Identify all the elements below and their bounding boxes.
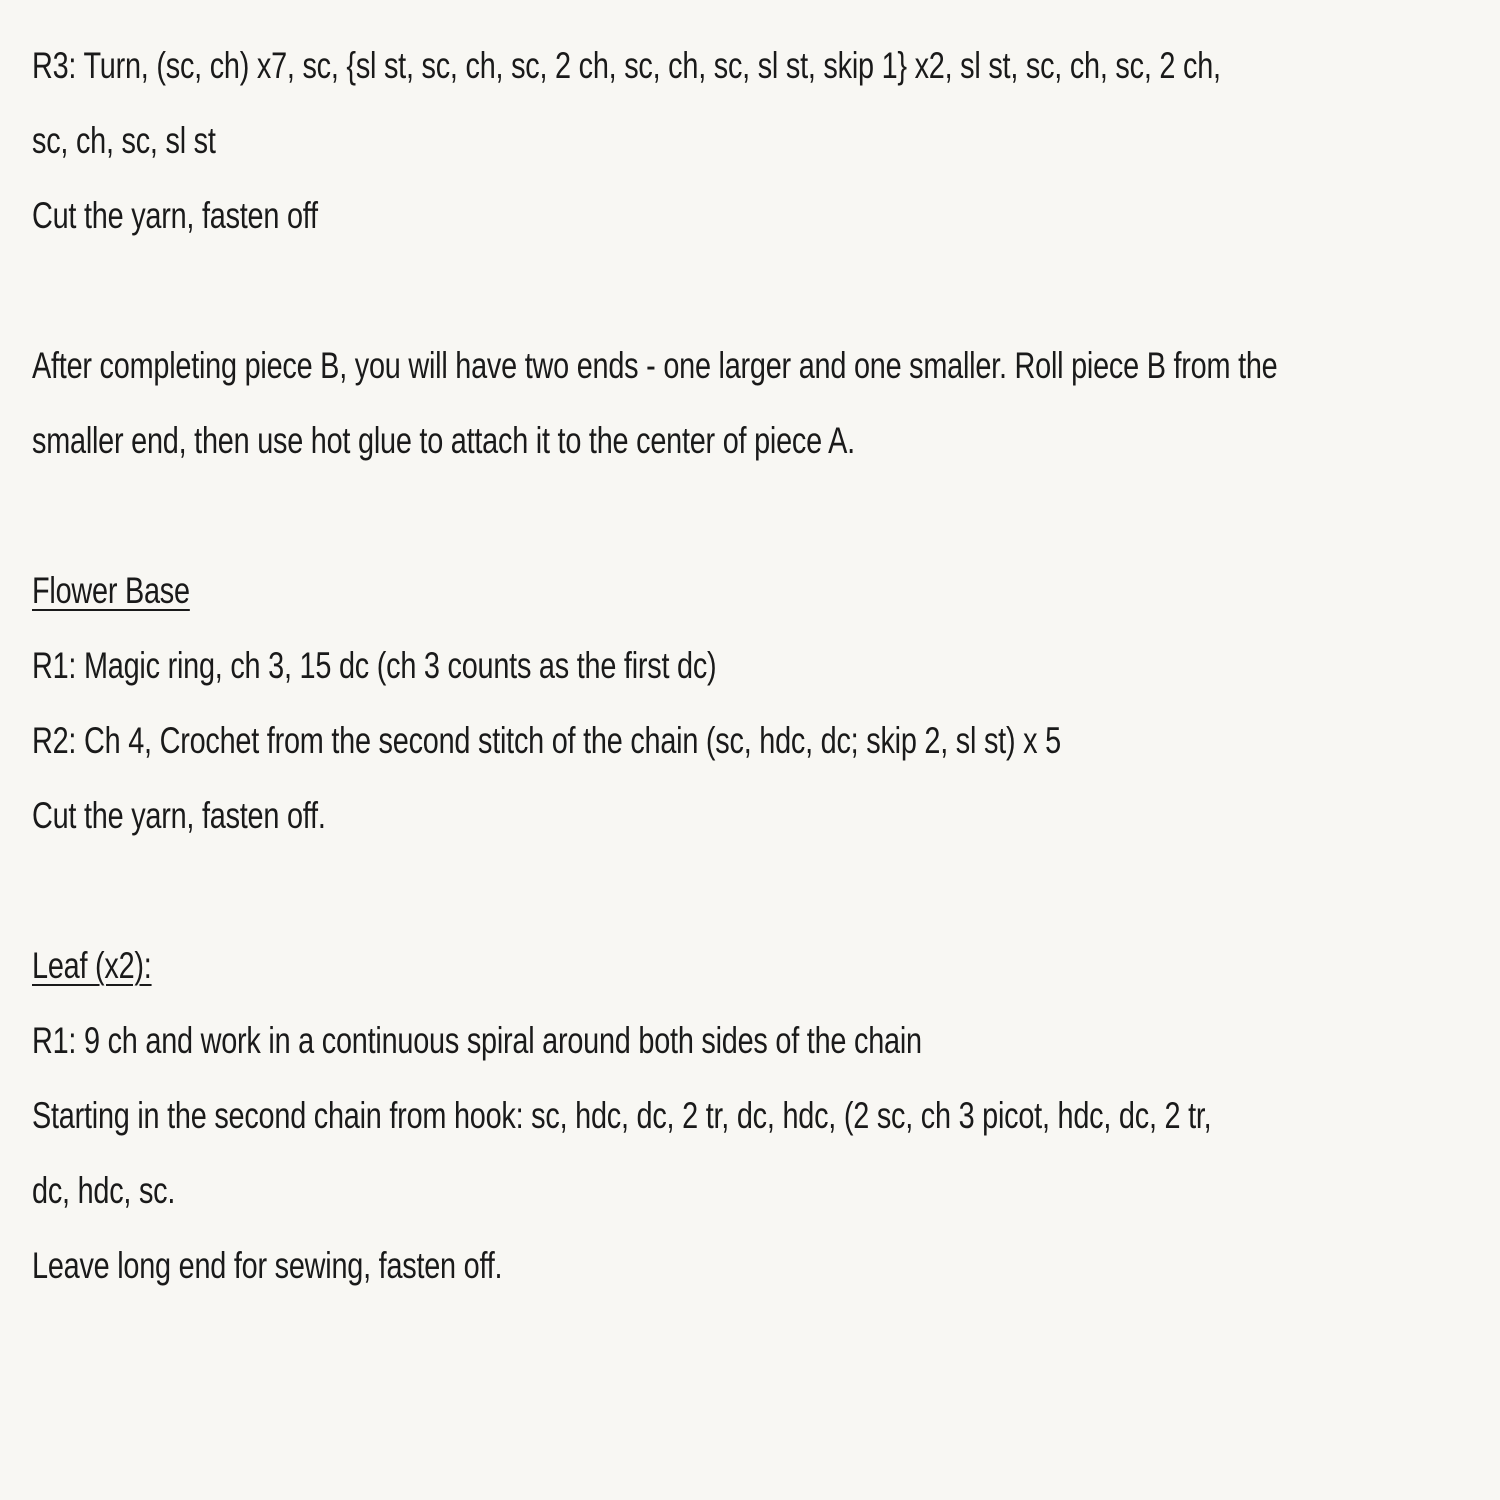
flower-base-r1: R1: Magic ring, ch 3, 15 dc (ch 3 counts as the first dc) bbox=[32, 645, 717, 686]
leaf-heading: Leaf (x2): bbox=[32, 945, 152, 986]
spacer bbox=[32, 853, 1460, 928]
leaf-section bbox=[32, 928, 1146, 1003]
r3-finish-text: Cut the yarn, fasten off bbox=[32, 195, 318, 236]
assembly-text-line-1: After completing piece B, you will have two ends - one larger and one smaller. Roll piece B from the bbox=[32, 345, 1278, 386]
leaf-instruction-line-2: Starting in the second chain from hook: sc, hdc, dc, 2 tr, dc, hdc, (2 sc, ch 3 picot, hdc, dc, 2 tr, bbox=[32, 1095, 1212, 1136]
flower-base-heading: Flower Base bbox=[32, 570, 190, 611]
spacer bbox=[32, 253, 1460, 328]
spacer bbox=[32, 478, 1460, 553]
flower-base-r2: R2: Ch 4, Crochet from the second stitch of the chain (sc, hdc, dc; skip 2, sl st) x 5 bbox=[32, 720, 1061, 761]
flower-base-section bbox=[32, 553, 1146, 628]
r3-instruction-line-2: sc, ch, sc, sl st bbox=[32, 120, 216, 161]
flower-base-finish: Cut the yarn, fasten off. bbox=[32, 795, 326, 836]
leaf-finish: Leave long end for sewing, fasten off. bbox=[32, 1245, 503, 1286]
r3-instruction-line-1: R3: Turn, (sc, ch) x7, sc, {sl st, sc, ch, sc, 2 ch, sc, ch, sc, sl st, skip 1} x2, sl st, sc, ch, sc, 2 ch, bbox=[32, 45, 1221, 86]
leaf-r1: R1: 9 ch and work in a continuous spiral around both sides of the chain bbox=[32, 1020, 922, 1061]
leaf-instruction-line-3: dc, hdc, sc. bbox=[32, 1170, 176, 1211]
assembly-text-line-2: smaller end, then use hot glue to attach it to the center of piece A. bbox=[32, 420, 855, 461]
